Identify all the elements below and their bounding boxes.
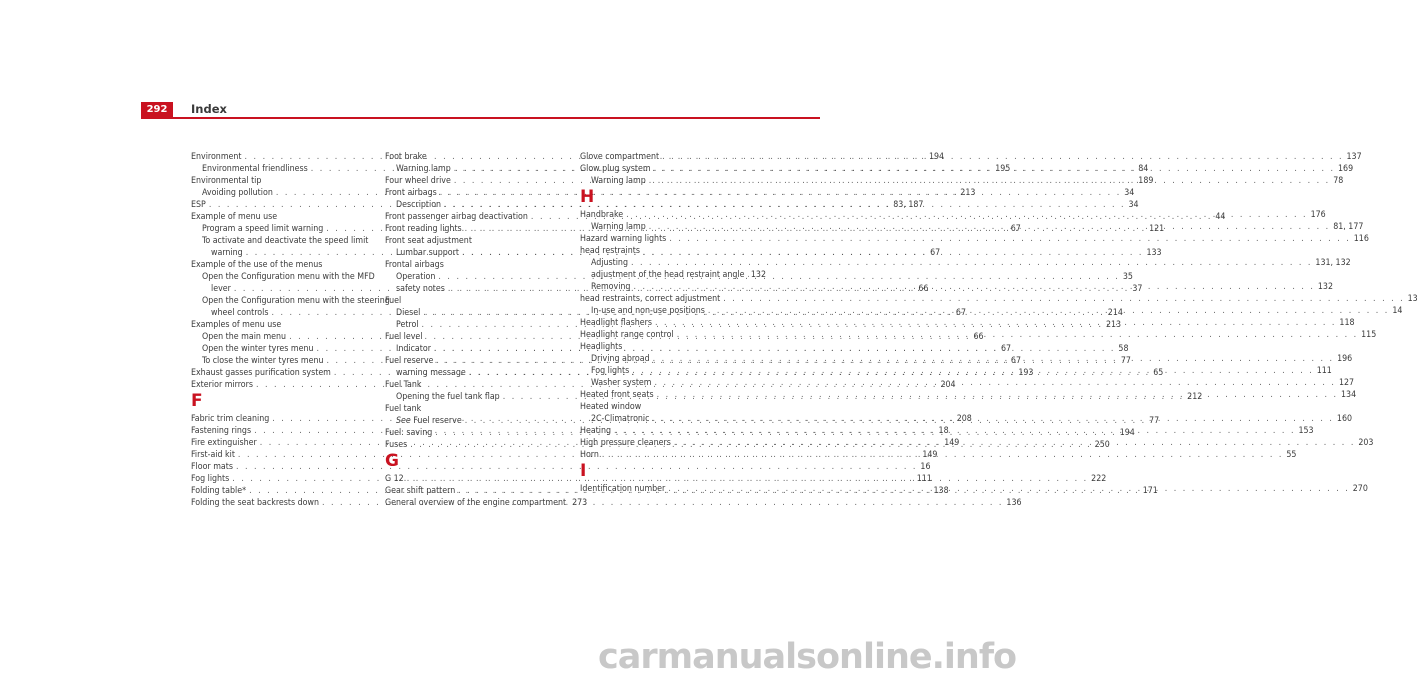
entry-text: Four wheel drive [385,175,451,187]
dot-leader [655,377,1336,389]
index-entry [191,367,377,379]
entry-text: wheel controls [211,307,268,319]
entry-text: safety notes [396,283,445,295]
entry-text: Fuses [385,439,407,451]
entry-text: Washer system [591,377,652,389]
index-subentry [385,271,571,283]
page-reference: 153 [1298,425,1313,437]
dot-leader [649,221,1330,233]
index-entry [385,187,571,199]
dot-leader [677,329,1358,341]
dot-leader [632,365,1313,377]
entry-text: Glow plug system [580,163,651,175]
page-reference: 149 [922,449,937,461]
entry-text: Headlight range control [580,329,674,341]
entry-text: Foot brake [385,151,427,163]
entry-text: Example of menu use [191,211,277,223]
index-entry [191,413,377,425]
index-entry [191,449,377,461]
dot-leader [674,437,1355,449]
index-entry [385,331,571,343]
see-reference: See [396,416,411,426]
entry-text: Fabric trim cleaning [191,413,269,425]
dot-leader [654,163,1335,175]
dot-leader [668,483,1349,495]
entry-text: Hazard warning lights [580,233,666,245]
index-subentry [191,235,377,247]
page-reference: 18 [939,425,949,437]
page-number: 292 [147,104,168,115]
entry-text: Warning lamp [591,175,646,187]
entry-text: Folding table* [191,485,246,497]
page-reference: 67 [1011,355,1021,367]
entry-text: Headlight flashers [580,317,652,329]
page-reference: 196 [1337,353,1352,365]
index-entry [580,245,766,257]
index-subentry [385,307,571,319]
index-entry [385,151,571,163]
entry-text: Lumbar support [396,247,459,259]
index-subentry [191,307,377,319]
index-subentry [580,365,766,377]
index-subentry [191,271,377,283]
entry-text: Fuel: saving [385,427,432,439]
entry-text: To close the winter tyres menu [202,355,323,367]
entry-text: head restraints, correct adjustment [580,293,720,305]
index-subentry [191,283,377,295]
index-subentry [385,343,571,355]
entry-text: Open the main menu [202,331,286,343]
index-entry [580,483,766,495]
page-reference: 250 [1095,439,1110,451]
index-entry [191,425,377,437]
page-reference: 44 [1215,211,1225,223]
index-entry [385,259,571,271]
index-entry [580,401,766,413]
entry-text: Floor mats [191,461,233,473]
page-reference: 77 [1149,415,1159,427]
entry-text: warning message [396,367,466,379]
page-reference: 67 [1001,343,1011,355]
page-reference: 194 [929,151,944,163]
index-column-1 [191,151,377,509]
page-reference: 55 [1286,449,1296,461]
index-entry [385,223,571,235]
page-number-badge [141,102,173,118]
entry-text: Adjusting [591,257,628,269]
entry-text: Identification number [580,483,665,495]
entry-text: Program a speed limit warning [202,223,323,235]
page-reference: 149 [944,437,959,449]
index-subentry [385,319,571,331]
entry-text: Description [396,199,441,211]
page-reference: 77 [1121,355,1131,367]
page-reference: 67 [956,307,966,319]
index-entry [580,449,766,461]
index-subentry [580,377,766,389]
entry-text: Heating [580,425,611,437]
index-section-letter: G [385,451,571,473]
index-subentry [385,391,571,403]
index-subentry [191,355,377,367]
index-entry [580,341,766,353]
page-reference: 81, 177 [1333,221,1363,233]
page-reference: 84 [1138,163,1148,175]
entry-text: Indicator [396,343,431,355]
page-reference: 176 [1311,209,1326,221]
entry-text: warning [211,247,243,259]
dot-leader [631,257,1312,269]
index-subentry [580,221,766,233]
dot-leader [653,353,1334,365]
entry-text: Heated front seats [580,389,654,401]
page-reference: 222 [1091,473,1106,485]
index-entry [580,163,766,175]
index-entry [191,379,377,391]
index-entry [191,485,377,497]
entry-text: Front reading lights [385,223,462,235]
entry-text: Front passenger airbag deactivation [385,211,528,223]
index-entry [580,293,766,305]
page-reference: 16 [920,461,930,473]
page-reference: 132 [751,269,766,281]
index-subentry [385,199,571,211]
dot-leader [626,209,1307,221]
index-entry [580,317,766,329]
entry-text: Folding the seat backrests down [191,497,319,509]
entry-text: Warning lamp [591,221,646,233]
page-reference: 66 [974,331,984,343]
index-subentry [580,175,766,187]
index-entry [580,209,766,221]
index-entry [191,473,377,485]
index-subentry [385,367,571,379]
page-reference: 115 [1361,329,1376,341]
watermark-logo [598,630,958,680]
index-entry [191,211,377,223]
index-subentry [191,331,377,343]
index-subentry [580,305,766,317]
entry-text: Fog lights [191,473,229,485]
index-entry [385,235,571,247]
index-entry [385,403,571,415]
dot-leader [655,317,1336,329]
page-reference: 270 [1353,483,1368,495]
page-reference: 58 [1118,343,1128,355]
dot-leader [440,187,1121,199]
entry-text: Exterior mirrors [191,379,253,391]
page-reference: 138 [934,485,949,497]
page-reference: 212 [1187,391,1202,403]
page-reference: 189 [1138,175,1153,187]
index-entry [385,379,571,391]
entry-text: Gear shift pattern [385,485,455,497]
page-reference: 134 [1341,389,1356,401]
page-reference: 111 [1317,365,1332,377]
entry-text: Fire extinguisher [191,437,257,449]
entry-text: To activate and deactivate the speed limit [202,235,368,247]
index-entry [580,329,766,341]
index-entry [580,389,766,401]
index-subentry [580,353,766,365]
page-reference: 208 [957,413,972,425]
entry-text: Examples of menu use [191,319,281,331]
page-reference: 116 [1354,233,1369,245]
index-entry [385,175,571,187]
page-reference: 83, 187 [893,199,923,211]
index-subentry [580,257,766,269]
entry-text: Operation [396,271,435,283]
dot-leader [723,293,1404,305]
page-reference: 193 [1018,367,1033,379]
entry-text: Fuel level [385,331,423,343]
index-subentry [191,163,377,175]
entry-text: Fastening rings [191,425,251,437]
page-reference: 65 [1153,367,1163,379]
dot-leader [662,151,1343,163]
page-reference: 136 [1006,497,1021,509]
entry-text: Open the Configuration menu with the steering [202,295,390,307]
entry-text: First-aid kit [191,449,235,461]
page-reference: 169 [1338,163,1353,175]
page-reference: 121 [1149,223,1164,235]
page-reference: 171 [1143,485,1158,497]
dot-leader [236,461,917,473]
entry-text [396,415,462,427]
page-reference: 111 [917,473,932,485]
index-entry [385,427,571,439]
page-reference: 118 [1339,317,1354,329]
entry-text: Fuel [385,295,401,307]
entry-text: lever [211,283,231,295]
entry-text: Glove compartment [580,151,659,163]
index-entry [580,233,766,245]
entry-text: Fog lights [591,365,629,377]
svg-text:carmanualsonline.info: carmanualsonline.info [598,637,1016,677]
page-reference: 203 [1358,437,1373,449]
index-entry [191,259,377,271]
page-reference: 213 [1106,319,1121,331]
index-entry [580,151,766,163]
entry-text: Fuel Tank [385,379,422,391]
index-subentry [191,343,377,355]
index-entry [191,437,377,449]
index-subentry [385,415,571,427]
entry-text: Frontal airbags [385,259,444,271]
page-reference: 273 [572,497,587,509]
header-rule [141,117,820,119]
page-reference: 194 [1120,427,1135,439]
index-entry [191,151,377,163]
entry-text: General overview of the engine compartment [385,497,566,509]
index-entry [385,355,571,367]
page-reference: 34 [1124,187,1134,199]
entry-text: G 12 [385,473,404,485]
index-entry [191,319,377,331]
page-reference: 160 [1337,413,1352,425]
page-reference: 214 [1108,307,1123,319]
dot-leader [614,425,1295,437]
entry-text: Avoiding pollution [202,187,273,199]
entry-text: Front seat adjustment [385,235,472,247]
entry-text: Environment [191,151,242,163]
page-reference: 34 [1129,199,1139,211]
index-subentry [191,247,377,259]
index-subentry [191,187,377,199]
index-subentry [385,247,571,259]
index-subentry [191,223,377,235]
index-entry [385,439,571,451]
index-entry [385,295,571,307]
entry-text: Environmental friendliness [202,163,308,175]
index-subentry [385,163,571,175]
entry-text: Removing [591,281,630,293]
entry-text: ESP [191,199,206,211]
dot-leader [657,389,1338,401]
entry-text: Horn [580,449,599,461]
page-reference: 14 [1392,305,1402,317]
dot-leader [602,449,1283,461]
entry-text: Front airbags [385,187,437,199]
see-target: Fuel reserve [411,416,462,426]
entry-text: Driving abroad [591,353,650,365]
index-entry [191,199,377,211]
dot-leader [649,175,1330,187]
index-entry [580,437,766,449]
page-reference: 132 [1318,281,1333,293]
entry-text: Open the Configuration menu with the MFD [202,271,375,283]
entry-text: Diesel [396,307,420,319]
entry-text: Headlights [580,341,622,353]
entry-text: Open the winter tyres menu [202,343,314,355]
index-column-3 [580,151,766,495]
entry-text: Petrol [396,319,419,331]
entry-text: Environmental tip [191,175,261,187]
entry-text: Handbrake [580,209,623,221]
index-entry [191,497,377,509]
index-section-letter: I [580,461,766,483]
entry-text: 2C-Climatronic [591,413,649,425]
index-entry [580,425,766,437]
entry-text: head restraints [580,245,640,257]
page-reference: 137 [1347,151,1362,163]
page-reference: 133 [1146,247,1161,259]
entry-text: Warning lamp [396,163,451,175]
page-reference: 127 [1339,377,1354,389]
page-title: Index [191,101,227,117]
page-reference: 213 [960,187,975,199]
index-entry [385,497,571,509]
dot-leader [633,281,1314,293]
index-entry [191,461,377,473]
page-reference: 35 [1123,271,1133,283]
page-reference: 37 [1132,283,1142,295]
index-subentry [580,281,766,293]
page-reference: 195 [995,163,1010,175]
index-section-letter: F [191,391,377,413]
page-reference: 66 [918,283,928,295]
entry-text: Exhaust gasses purification system [191,367,331,379]
index-subentry [191,295,377,307]
index-subentry [385,283,571,295]
index-entry [385,485,571,497]
page-reference: 13 [1408,293,1418,305]
index-subentry [580,269,766,281]
entry-text: Opening the fuel tank flap [396,391,500,403]
index-subentry [580,413,766,425]
page-reference: 67 [1011,223,1021,235]
entry-text: In-use and non-use positions [591,305,705,317]
dot-leader [669,233,1350,245]
index-entry [191,175,377,187]
index-section-letter: H [580,187,766,209]
entry-text: Heated window [580,401,641,413]
index-entry [385,211,571,223]
dot-leader [652,413,1333,425]
index-column-2 [385,151,571,509]
page-reference: 78 [1333,175,1343,187]
entry-text: Example of the use of the menus [191,259,322,271]
page-reference: 67 [930,247,940,259]
entry-text: adjustment of the head restraint angle [591,269,745,281]
dot-leader [708,305,1389,317]
page-reference: 131, 132 [1315,257,1350,269]
entry-text: Fuel tank [385,403,421,415]
entry-text: Fuel reserve [385,355,433,367]
entry-text: High pressure cleaners [580,437,671,449]
page-reference: 204 [940,379,955,391]
index-entry [385,473,571,485]
